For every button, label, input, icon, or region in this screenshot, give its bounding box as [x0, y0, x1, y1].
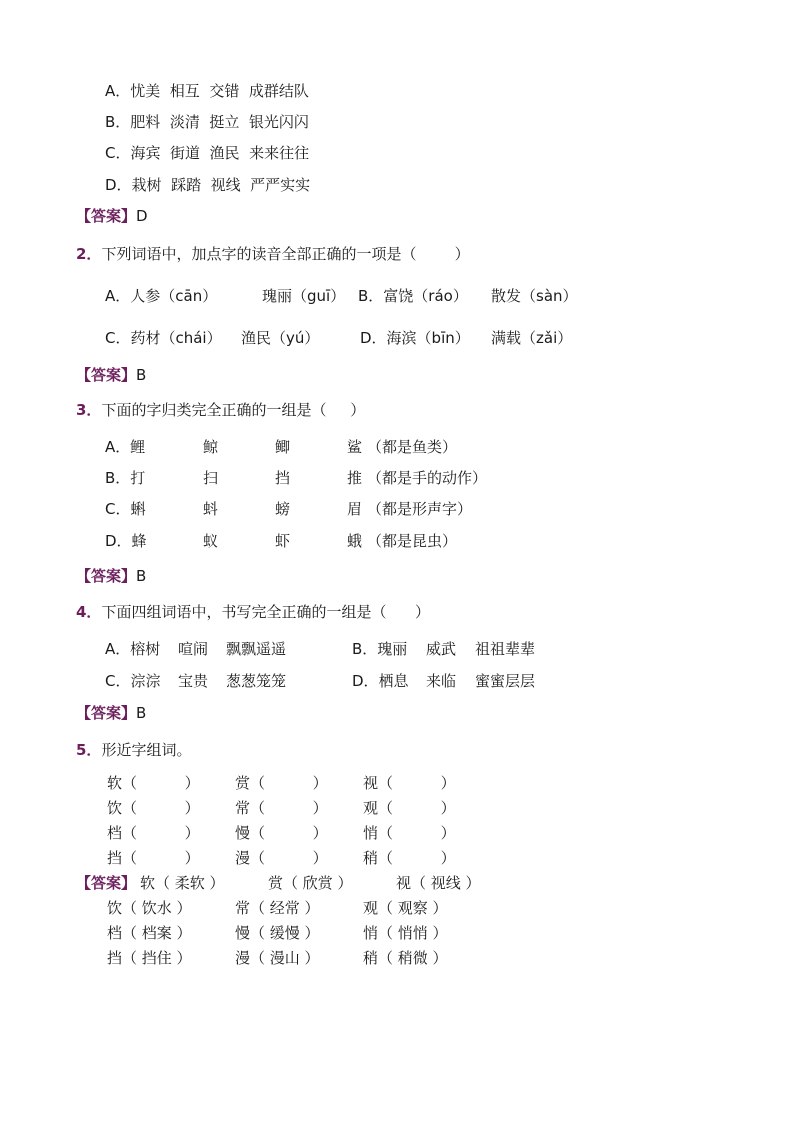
q2-answer: [76, 365, 146, 385]
q2-row2-c1: C．药材（chái）: [105, 329, 222, 347]
q5-answer-tag: [76, 873, 136, 893]
q5-ans-r3-c1: 档（ 档案 ）: [107, 924, 192, 942]
q2-row1-c4: 散发（sàn）: [491, 287, 578, 305]
q5-ans-r3-c3: 悄（ 悄悄 ）: [363, 924, 448, 942]
q5-grid-r4-c1: 挡（ ）: [107, 849, 200, 867]
q3-row-d-c3: 虾: [275, 532, 291, 550]
q5-grid-r4-c3: 稍（ ）: [363, 849, 456, 867]
q4-row2-c4: D．栖息: [352, 672, 409, 690]
q2-row2-c2: 渔民（yú）: [241, 329, 320, 347]
q2-row2-c4: 满载（zǎi）: [491, 329, 573, 347]
q4-row2-c3: 葱葱笼笼: [226, 672, 287, 690]
q1-option-c: C．海宾 街道 渔民 来来往往: [105, 144, 310, 162]
q2-row1-c3: B．富饶（ráo）: [358, 287, 468, 305]
q3-row-a-c4: 鲨: [347, 438, 363, 456]
q4-row1-c4: B．瑰丽: [352, 640, 408, 658]
q5-grid-r1-c2: 赏（ ）: [235, 774, 328, 792]
answer-value: B: [136, 704, 147, 722]
question-text: 下面四组词语中，书写完全正确的一组是（ ）: [101, 603, 431, 621]
q3-row-c-c2: 蚪: [203, 500, 219, 518]
answer-tag: 【答案】: [76, 207, 137, 225]
q5-ans-r2-c2: 常（ 经常 ）: [235, 899, 320, 917]
question-number: 4．: [76, 603, 102, 621]
q3-row-d-c4: 蛾: [347, 532, 363, 550]
q3-row-b-c2: 扫: [203, 469, 219, 487]
q3-answer: [76, 566, 146, 586]
q4-row2-c2: 宝贵: [178, 672, 209, 690]
q5-ans-r1-c2: 赏（ 欣赏 ）: [268, 874, 353, 892]
q3-row-a-note: （都是鱼类）: [367, 438, 458, 456]
q3-row-c-c3: 螃: [275, 500, 291, 518]
q5-grid-r2-c2: 常（ ）: [235, 799, 328, 817]
q3-row-b-note: （都是手的动作）: [367, 469, 488, 487]
question-number: 5．: [76, 741, 102, 759]
q3-row-b-c4: 推: [347, 469, 363, 487]
answer-tag: 【答案】: [76, 567, 137, 585]
q3-row-a-label: A．鲤: [105, 438, 146, 456]
q5-grid-r1-c3: 视（ ）: [363, 774, 456, 792]
q4-row1-c2: 喧闹: [178, 640, 209, 658]
q4-answer: [76, 703, 146, 723]
q4-row1-c1: A．榕树: [105, 640, 161, 658]
q5-grid-r3-c2: 慢（ ）: [235, 824, 328, 842]
q5-grid-r3-c1: 档（ ）: [107, 824, 200, 842]
q2-row2-c3: D．海滨（bīn）: [360, 329, 470, 347]
q5-grid-r4-c2: 漫（ ）: [235, 849, 328, 867]
q4-row1-c5: 威武: [426, 640, 457, 658]
q3-row-c-note: （都是形声字）: [367, 500, 473, 518]
q4-row1-c3: 飘飘遥遥: [226, 640, 287, 658]
answer-tag: 【答案】: [76, 704, 137, 722]
q5-ans-r4-c2: 漫（ 漫山 ）: [235, 949, 320, 967]
q3-row-c-label: C．蝌: [105, 500, 146, 518]
q3-row-b-c3: 挡: [275, 469, 291, 487]
q3-row-d-note: （都是昆虫）: [367, 532, 458, 550]
q4-row2-c1: C．淙淙: [105, 672, 161, 690]
q4-row2-c5: 来临: [426, 672, 457, 690]
q5-stem: [76, 740, 191, 760]
q2-row1-c2: 瑰丽（guī）: [262, 287, 346, 305]
q5-ans-r2-c3: 观（ 观察 ）: [363, 899, 448, 917]
q4-stem: [76, 602, 430, 622]
q5-grid-r2-c3: 观（ ）: [363, 799, 456, 817]
answer-value: B: [136, 366, 147, 384]
q2-row1-c1: A．人参（cān）: [105, 287, 218, 305]
q3-row-c-c4: 眉: [347, 500, 363, 518]
q3-row-d-c2: 蚁: [203, 532, 219, 550]
q5-grid-r3-c3: 悄（ ）: [363, 824, 456, 842]
q1-option-d: D．栽树 踩踏 视线 严严实实: [105, 176, 311, 194]
q5-ans-r4-c3: 稍（ 稍微 ）: [363, 949, 448, 967]
answer-tag: 【答案】: [76, 366, 137, 384]
q5-ans-r1-c3: 视（ 视线 ）: [396, 874, 481, 892]
q5-grid-r2-c1: 饮（ ）: [107, 799, 200, 817]
question-text: 形近字组词。: [101, 741, 192, 759]
q1-answer: [76, 206, 148, 226]
q3-row-a-c2: 鲸: [203, 438, 219, 456]
q3-row-a-c3: 鲫: [275, 438, 291, 456]
q3-row-b-label: B．打: [105, 469, 146, 487]
q5-grid-r1-c1: 软（ ）: [107, 774, 200, 792]
q4-row2-c6: 蜜蜜层层: [475, 672, 536, 690]
q3-row-d-label: D．蜂: [105, 532, 147, 550]
question-number: 3．: [76, 401, 102, 419]
question-text: 下面的字归类完全正确的一组是（ ）: [101, 401, 366, 419]
q2-stem: [76, 244, 470, 264]
q5-ans-r1-c1: 软（ 柔软 ）: [140, 874, 225, 892]
q1-option-b: B．肥料 淡清 挺立 银光闪闪: [105, 113, 309, 131]
question-text: 下列词语中，加点字的读音全部正确的一项是（ ）: [101, 245, 470, 263]
answer-value: D: [136, 207, 148, 225]
q3-stem: [76, 400, 365, 420]
q5-ans-r3-c2: 慢（ 缓慢 ）: [235, 924, 320, 942]
q5-ans-r4-c1: 挡（ 挡住 ）: [107, 949, 192, 967]
answer-tag: 【答案】: [76, 874, 137, 892]
answer-value: B: [136, 567, 147, 585]
q5-ans-r2-c1: 饮（ 饮水 ）: [107, 899, 192, 917]
q4-row1-c6: 祖祖辈辈: [475, 640, 536, 658]
q1-option-a: A．忧美 相互 交错 成群结队: [105, 82, 309, 100]
question-number: 2．: [76, 245, 102, 263]
